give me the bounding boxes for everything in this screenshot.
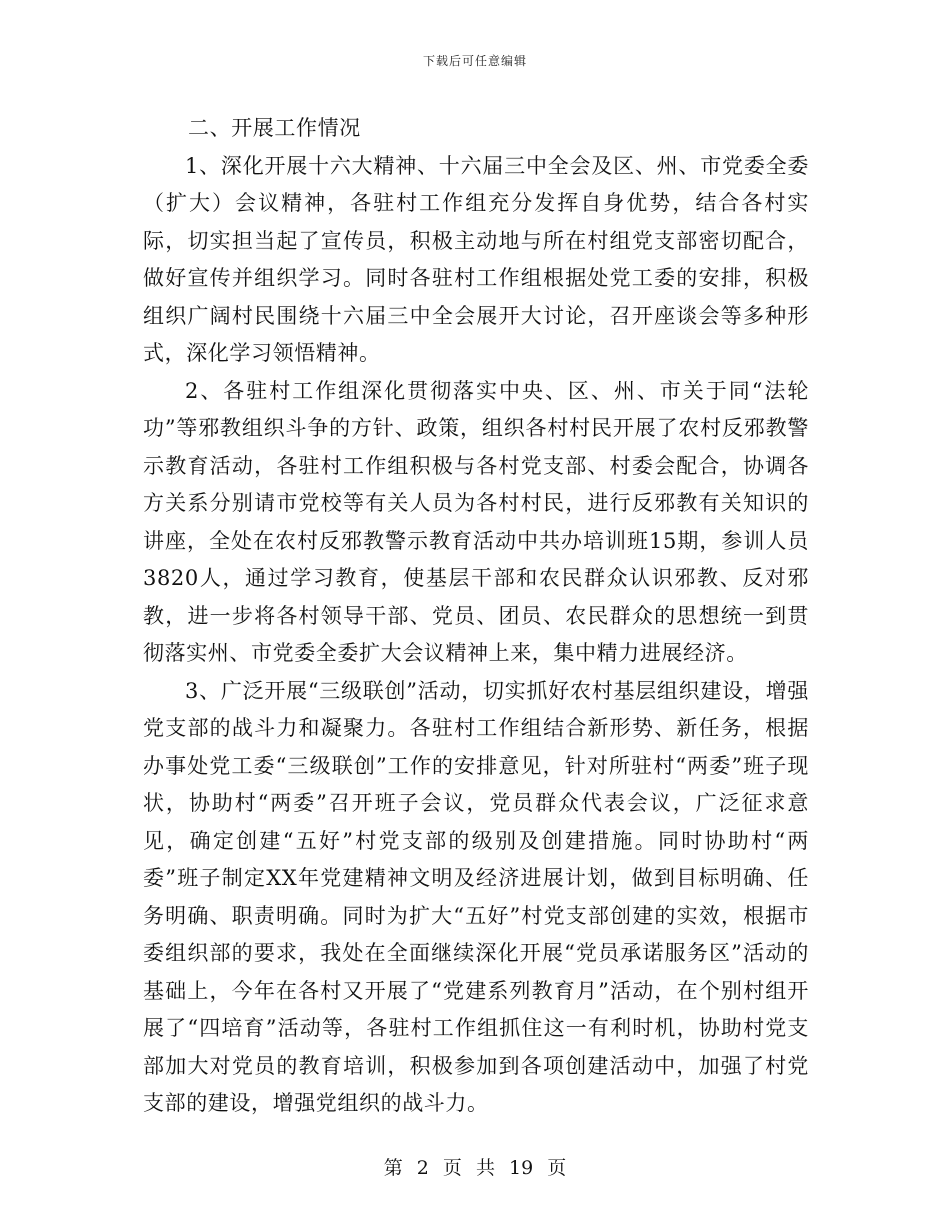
- footer-suffix: 页: [547, 1157, 567, 1179]
- footer-current-page: 2: [416, 1157, 429, 1179]
- paragraph-1: 1、深化开展十六大精神、十六届三中全会及区、州、市党委全委（扩大）会议精神，各驻村工作组充分发挥自身优势，结合各村实际，切实担当起了宣传员，积极主动地与所在村组党支部密切配合，做好宣传并组织学习。同时各驻村工作组根据处党工委的安排，积极组织广阔村民围绕十六届三中全会展开大讨论，召开座谈会等多种形式，深化学习领悟精神。: [143, 153, 809, 365]
- document-body: [143, 110, 809, 1123]
- footer-prefix: 第: [383, 1157, 403, 1179]
- paragraph-2: 2、各驻村工作组深化贯彻落实中央、区、州、市关于同“法轮功”等邪教组织斗争的方针、政策，组织各村村民开展了农村反邪教警示教育活动，各驻村工作组积极与各村党支部、村委会配合，协调各方关系分别请市党校等有关人员为各村村民，进行反邪教有关知识的讲座，全处在农村反邪教警示教育活动中共办培训班15期，参训人员3820人，通过学习教育，使基层干部和农民群众认识邪教、反对邪教，进一步将各村领导干部、党员、团员、农民群众的思想统一到贯彻落实州、市党委全委扩大会议精神上来，集中精力进展经济。: [143, 378, 809, 665]
- footer-total-pages: 19: [509, 1157, 534, 1179]
- page-number-footer: [0, 1153, 950, 1180]
- section-heading: 二、开展工作情况: [188, 116, 361, 140]
- header-note: 下载后可任意编辑: [422, 54, 527, 68]
- footer-page-word: 页: [442, 1157, 462, 1179]
- paragraph-3: 3、广泛开展“三级联创”活动，切实抓好农村基层组织建设，增强党支部的战斗力和凝聚力。各驻村工作组结合新形势、新任务，根据办事处党工委“三级联创”工作的安排意见，针对所驻村“两委”班子现状，协助村“两委”召开班子会议，党员群众代表会议，广泛征求意见，确定创建“五好”村党支部的级别及创建措施。同时协助村“两委”班子制定XX年党建精神文明及经济进展计划，做到目标明确、任务明确、职责明确。同时为扩大“五好”村党支部创建的实效，根据市委组织部的要求，我处在全面继续深化开展“党员承诺服务区”活动的基础上，今年在各村又开展了“党建系列教育月”活动，在个别村组开展了“四培育”活动等，各驻村工作组抓住这一有利时机，协助村党支部加大对党员的教育培训，积极参加到各项创建活动中，加强了村党支部的建设，增强党组织的战斗力。: [143, 678, 809, 1115]
- footer-total-word: 共: [475, 1157, 495, 1179]
